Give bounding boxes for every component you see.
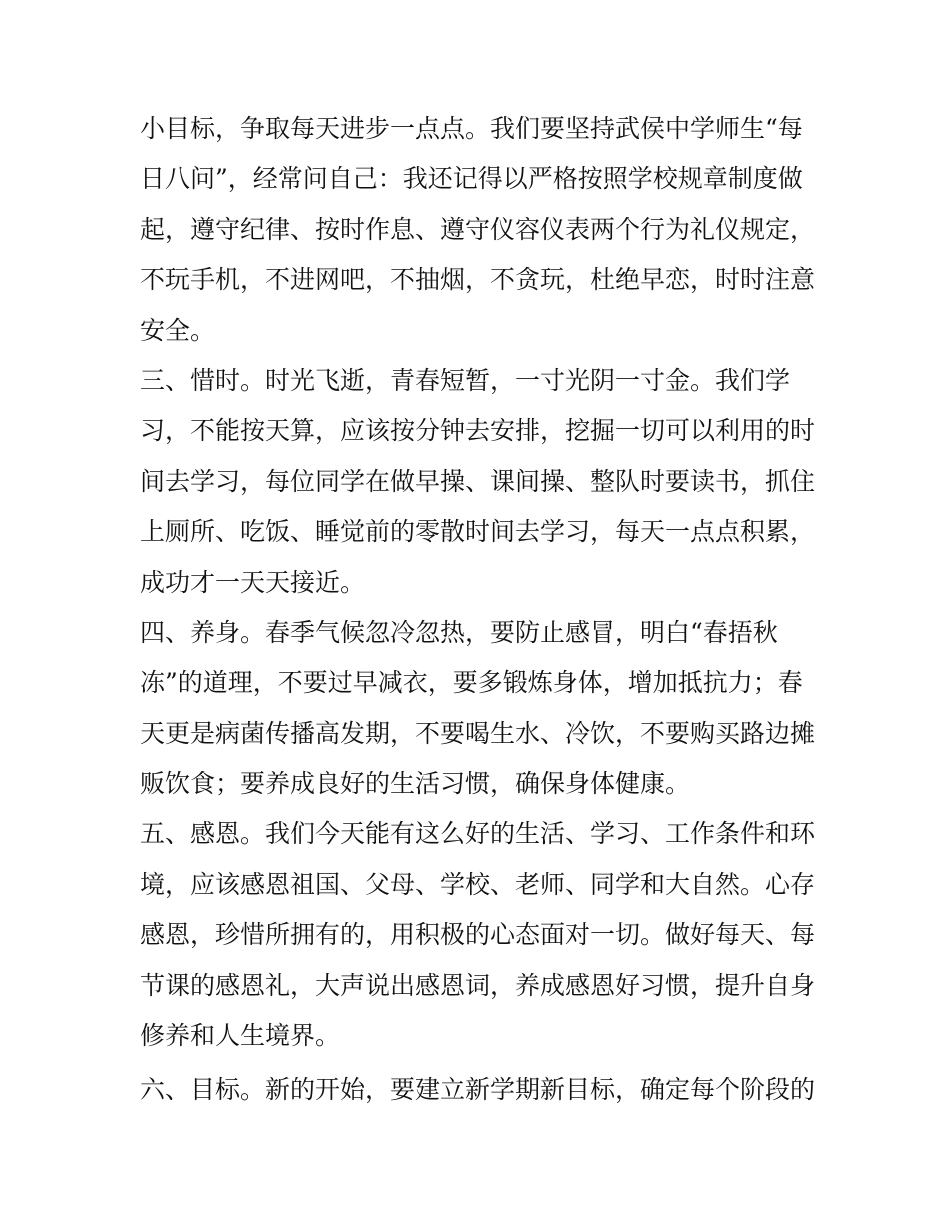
text-line: 不玩手机，不进网吧，不抽烟，不贪玩，杜绝早恋，时时注意 — [140, 265, 816, 295]
text-line: 上厕所、吃饭、睡觉前的零散时间去学习，每天一点点积累， — [140, 517, 816, 547]
text-line: 安全。 — [140, 315, 216, 345]
text-line: 习，不能按天算，应该按分钟去安排，挖掘一切可以利用的时 — [140, 416, 816, 446]
text-line: 间去学习，每位同学在做早操、课间操、整队时要读书，抓住 — [140, 466, 816, 496]
text-line: 冻”的道理，不要过早减衣，要多锻炼身体，增加抵抗力；春 — [140, 668, 803, 698]
text-line: 小目标，争取每天进步一点点。我们要坚持武侯中学师生“每 — [140, 114, 803, 143]
text-line: 贩饮食；要养成良好的生活习惯，确保身体健康。 — [140, 769, 691, 799]
text-line: 日八问”，经常问自己：我还记得以严格按照学校规章制度做 — [140, 164, 803, 194]
text-line: 六、目标。新的开始，要建立新学期新目标，确定每个阶段的 — [140, 1075, 816, 1105]
text-line: 修养和人生境界。 — [140, 1021, 341, 1051]
text-line: 四、养身。春季气候忽冷忽热，要防止感冒，明白“春捂秋 — [140, 617, 778, 647]
text-line: 五、感恩。我们今天能有这么好的生活、学习、工作条件和环 — [140, 819, 816, 849]
text-line: 感恩，珍惜所拥有的，用积极的心态面对一切。做好每天、每 — [140, 920, 816, 950]
text-line: 境，应该感恩祖国、父母、学校、老师、同学和大自然。心存 — [140, 869, 816, 899]
body-text — [140, 104, 830, 1116]
text-line: 成功才一天天接近。 — [140, 567, 366, 597]
text-line: 三、惜时。时光飞逝，青春短暂，一寸光阴一寸金。我们学 — [140, 365, 791, 395]
text-line: 节课的感恩礼，大声说出感恩词，养成感恩好习惯，提升自身 — [140, 970, 816, 1000]
text-line: 起，遵守纪律、按时作息、遵守仪容仪表两个行为礼仪规定， — [140, 214, 816, 244]
text-line: 天更是病菌传播高发期，不要喝生水、冷饮，不要购买路边摊 — [140, 718, 816, 748]
